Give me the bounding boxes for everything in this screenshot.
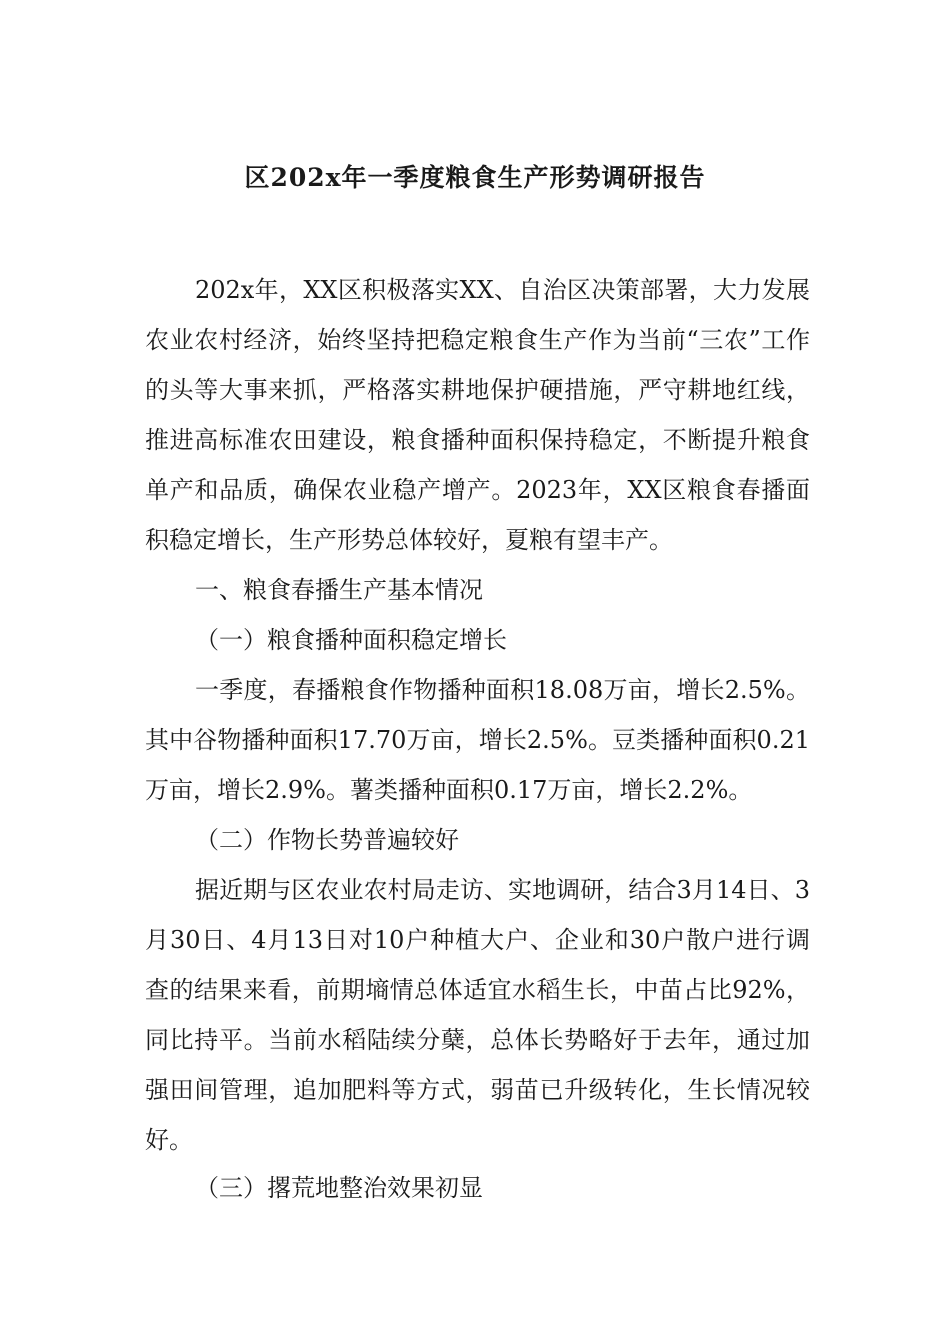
subsection-heading-2: （二）作物长势普遍较好	[195, 826, 459, 854]
subsection-heading-1: （一）粮食播种面积稳定增长	[195, 626, 507, 654]
section-heading-1: 一、粮食春播生产基本情况	[195, 576, 483, 604]
crop-growth-paragraph: 据近期与区农业农村局走访、实地调研，结合3月14日、3月30日、4月13日对10户种植大户、企业和30户散户进行调查的结果来看，前期墒情总体适宜水稻生长，中苗占比92%，同比持平。当前水稻陆续分蘖，总体长势略好于去年，通过加强田间管理，追加肥料等方式，弱苗已升级转化，生长情况较好。	[145, 876, 810, 1154]
intro-paragraph: 202x年，XX区积极落实XX、自治区决策部署，大力发展农业农村经济，始终坚持把稳定粮食生产作为当前“三农”工作的头等大事来抓，严格落实耕地保护硬措施，严守耕地红线，推进高标准农田建设，粮食播种面积保持稳定，不断提升粮食单产和品质，确保农业稳产增产。2023年，XX区粮食春播面积稳定增长，生产形势总体较好，夏粮有望丰产。	[145, 276, 810, 554]
document-title: 区202x年一季度粮食生产形势调研报告	[244, 163, 706, 192]
planting-area-paragraph: 一季度，春播粮食作物播种面积18.08万亩，增长2.5%。其中谷物播种面积17.70万亩，增长2.5%。豆类播种面积0.21万亩，增长2.9%。薯类播种面积0.17万亩，增长2.2%。	[145, 676, 810, 804]
subsection-heading-3: （三）撂荒地整治效果初显	[195, 1174, 483, 1202]
